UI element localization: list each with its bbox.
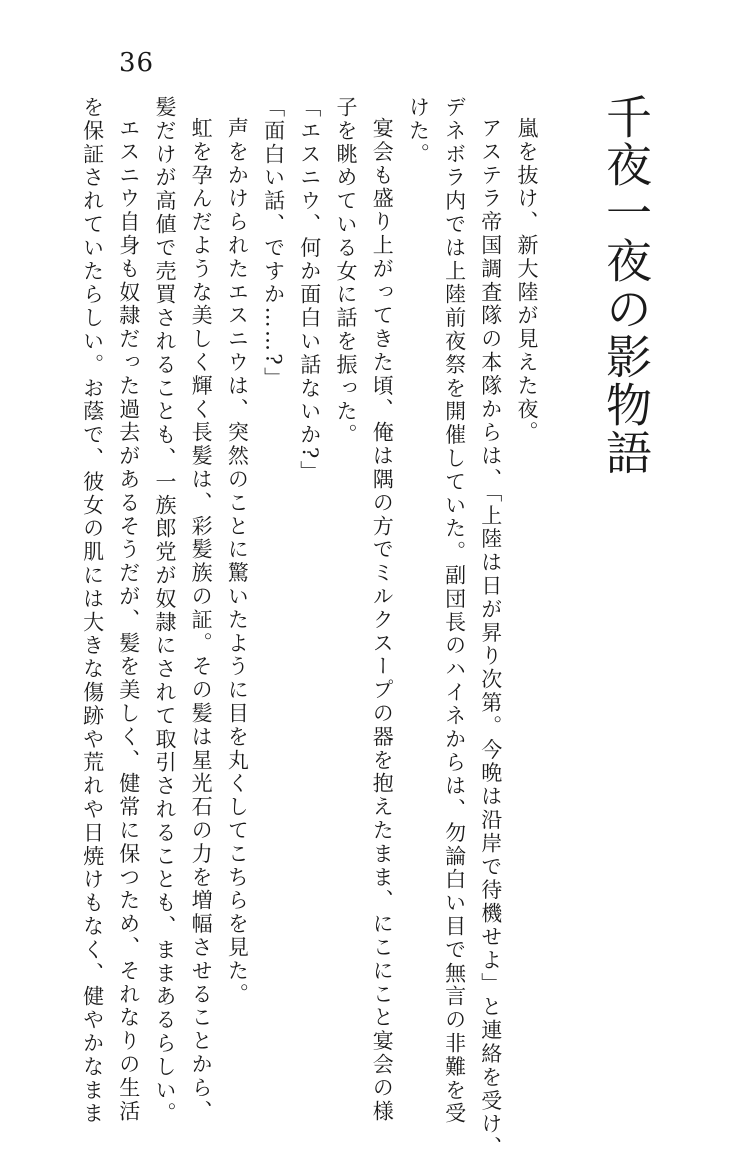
text-line: 声をかけられたエスニウは、突然のことに驚いたように目を丸くしてこちらを見た。 xyxy=(225,117,250,1007)
text-line: 髪だけが高値で売買されることも、一族郎党が奴隷にされて取引されることも、ままあるらしい。 xyxy=(152,96,177,1126)
text-line: 虹を孕んだような美しく輝く長髪は、彩髪族の証。その髪は星光石の力を増幅させることから、 xyxy=(189,117,214,1124)
page-number: 36 xyxy=(119,48,155,78)
text-line: けた。 xyxy=(406,96,431,167)
text-line: 「エスニウ、何か面白い話ないか?」 xyxy=(297,96,322,485)
body-text xyxy=(80,96,545,1160)
text-line: を保証されていたらしい。お蔭で、彼女の肌には大きな傷跡や荒れや日焼けもなく、健やかなまま xyxy=(80,96,105,1126)
text-line: 子を眺めている女に話を振った。 xyxy=(333,96,358,447)
text-line: アステラ帝国調査隊の本隊からは、「上陸は日が昇り次第。今晩は沿岸で待機せよ」と連絡を受け、 xyxy=(478,117,503,1160)
chapter-title: 千夜一夜の影物語 xyxy=(599,93,653,477)
text-line: デネボラ内では上陸前夜祭を開催していた。副団長のハイネからは、勿論白い目で無言の非難を受 xyxy=(442,96,467,1126)
text-line: 嵐を抜け、新大陸が見えた夜。 xyxy=(515,117,539,445)
text-line: 宴会も盛り上がってきた頃、俺は隅の方でミルクスープの器を抱えたまま、にこにこと宴会の様 xyxy=(370,117,395,1124)
text-line: 「面白い話、ですか……?」 xyxy=(261,96,286,391)
text-line: エスニウ自身も奴隷だった過去があるそうだが、髪を美しく、健常に保つため、それなりの生活 xyxy=(116,117,141,1124)
